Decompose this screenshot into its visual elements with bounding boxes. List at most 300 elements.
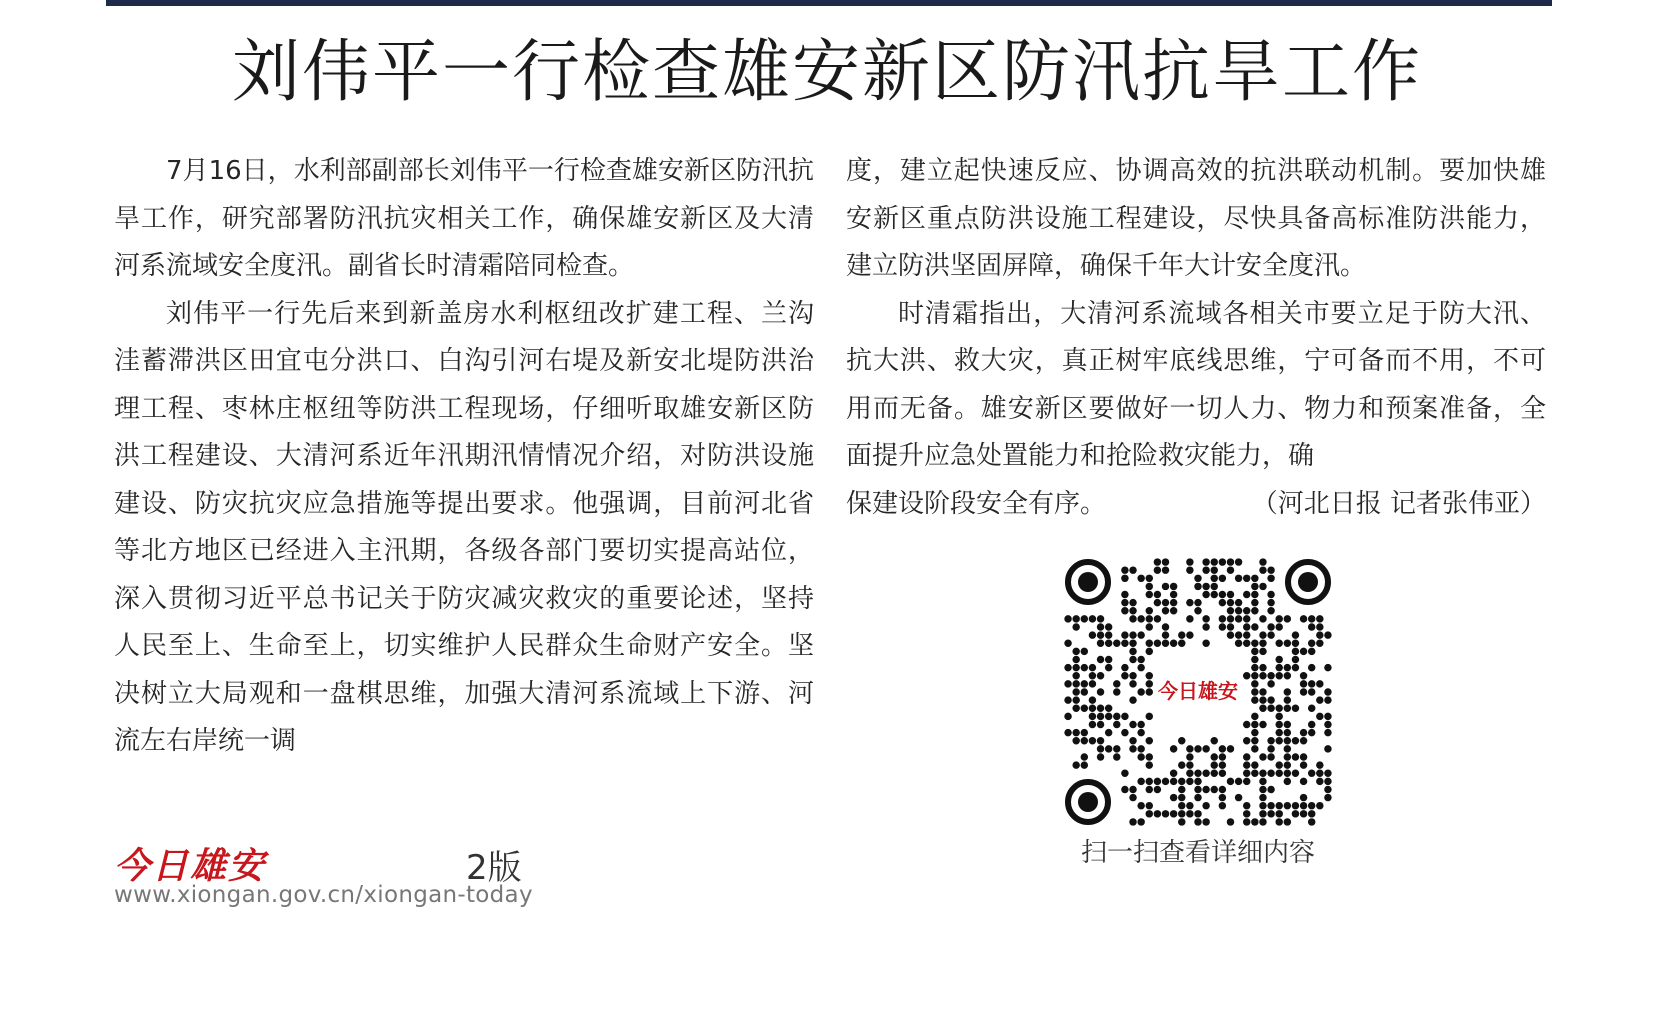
qr-module: [1202, 558, 1209, 565]
qr-module: [1259, 615, 1266, 622]
qr-module: [1227, 558, 1234, 565]
qr-module: [1129, 786, 1136, 793]
qr-module: [1275, 769, 1282, 776]
qr-center-label: 今日雄安: [1158, 679, 1238, 703]
qr-module: [1097, 705, 1104, 712]
qr-module: [1243, 737, 1250, 744]
qr-module: [1211, 583, 1218, 590]
qr-module: [1105, 631, 1112, 638]
qr-module: [1284, 761, 1291, 768]
qr-module: [1259, 648, 1266, 655]
article-paragraph-3: 时清霜指出，大清河系流域各相关市要立足于防大汛、抗大洪、救大灾，真正树牢底线思维，宁可备而不用，不可用而无备。雄安新区要做好一切人力、物力和预案准备，全面提升应急处置能力和抢险救灾能力，确: [846, 298, 1546, 471]
qr-module: [1162, 810, 1169, 817]
qr-module: [1097, 753, 1104, 760]
qr-module: [1081, 688, 1088, 695]
qr-module: [1235, 794, 1242, 801]
qr-module: [1251, 599, 1258, 606]
qr-module: [1089, 672, 1096, 679]
qr-module: [1081, 615, 1088, 622]
qr-module: [1129, 818, 1136, 825]
qr-module: [1284, 721, 1291, 728]
qr-module: [1121, 591, 1128, 598]
qr-module: [1308, 680, 1315, 687]
qr-module: [1146, 761, 1153, 768]
qr-module: [1259, 688, 1266, 695]
qr-module: [1202, 786, 1209, 793]
qr-module: [1316, 640, 1323, 647]
qr-module: [1251, 818, 1258, 825]
qr-module: [1121, 575, 1128, 582]
qr-module: [1105, 713, 1112, 720]
qr-module: [1324, 713, 1331, 720]
qr-module: [1300, 802, 1307, 809]
qr-module: [1178, 786, 1185, 793]
qr-module: [1259, 631, 1266, 638]
qr-module: [1284, 672, 1291, 679]
qr-module: [1284, 729, 1291, 736]
article-byline: （河北日报 记者张伟亚）: [1251, 488, 1546, 519]
qr-module: [1259, 672, 1266, 679]
qr-module: [1154, 599, 1161, 606]
qr-module: [1170, 599, 1177, 606]
qr-module: [1146, 753, 1153, 760]
qr-module: [1275, 623, 1282, 630]
qr-module: [1178, 778, 1185, 785]
qr-module: [1308, 688, 1315, 695]
qr-module: [1129, 794, 1136, 801]
qr-module: [1292, 810, 1299, 817]
qr-module: [1129, 566, 1136, 573]
qr-module: [1235, 607, 1242, 614]
qr-module: [1081, 737, 1088, 744]
qr-module: [1137, 818, 1144, 825]
qr-module: [1259, 705, 1266, 712]
qr-module: [1243, 631, 1250, 638]
qr-module: [1284, 705, 1291, 712]
qr-module: [1259, 696, 1266, 703]
qr-module: [1072, 664, 1079, 671]
qr-module: [1251, 745, 1258, 752]
qr-module: [1154, 591, 1161, 598]
qr-module: [1324, 769, 1331, 776]
qr-module: [1105, 729, 1112, 736]
qr-module: [1308, 664, 1315, 671]
qr-module: [1275, 664, 1282, 671]
qr-module: [1162, 566, 1169, 573]
qr-module: [1064, 615, 1071, 622]
qr-module: [1162, 583, 1169, 590]
qr-module: [1162, 631, 1169, 638]
qr-module: [1202, 640, 1209, 647]
qr-module: [1259, 786, 1266, 793]
site-url-link[interactable]: www.xiongan.gov.cn/xiongan-today: [114, 882, 533, 908]
qr-module: [1129, 599, 1136, 606]
qr-module: [1113, 688, 1120, 695]
qr-module: [1267, 599, 1274, 606]
qr-module: [1284, 802, 1291, 809]
qr-module: [1129, 631, 1136, 638]
qr-module: [1227, 778, 1234, 785]
qr-module: [1211, 786, 1218, 793]
qr-module: [1162, 778, 1169, 785]
qr-module: [1162, 599, 1169, 606]
article-paragraph-1: 7月16日，水利部副部长刘伟平一行检查雄安新区防汛抗旱工作，研究部署防汛抗灾相关工作，确保雄安新区及大清河系流域安全度汛。副省长时清霜陪同检查。: [114, 156, 814, 281]
qr-module: [1211, 575, 1218, 582]
qr-module: [1146, 688, 1153, 695]
qr-module: [1129, 672, 1136, 679]
qr-module: [1121, 713, 1128, 720]
qr-module: [1186, 810, 1193, 817]
qr-module: [1235, 599, 1242, 606]
qr-module: [1146, 640, 1153, 647]
qr-module: [1284, 640, 1291, 647]
qr-module: [1186, 753, 1193, 760]
qr-module: [1137, 615, 1144, 622]
qr-module: [1105, 623, 1112, 630]
qr-module: [1072, 737, 1079, 744]
qr-module: [1097, 672, 1104, 679]
qr-module: [1137, 721, 1144, 728]
qr-module: [1211, 558, 1218, 565]
newspaper-logo: 今日雄安: [114, 845, 267, 887]
qr-module: [1275, 729, 1282, 736]
qr-module: [1316, 623, 1323, 630]
qr-module: [1275, 615, 1282, 622]
qr-module: [1267, 566, 1274, 573]
qr-module: [1146, 607, 1153, 614]
qr-module: [1072, 623, 1079, 630]
qr-module: [1243, 761, 1250, 768]
qr-module: [1081, 680, 1088, 687]
qr-module: [1113, 680, 1120, 687]
qr-module: [1219, 599, 1226, 606]
qr-module: [1146, 615, 1153, 622]
qr-module: [1170, 591, 1177, 598]
qr-module: [1146, 583, 1153, 590]
qr-module: [1227, 631, 1234, 638]
qr-module: [1267, 769, 1274, 776]
qr-module: [1113, 640, 1120, 647]
qr-module: [1129, 721, 1136, 728]
qr-module: [1089, 615, 1096, 622]
edition-number: 2版: [466, 848, 522, 888]
qr-module: [1202, 745, 1209, 752]
qr-module: [1243, 615, 1250, 622]
qr-module: [1072, 672, 1079, 679]
qr-module: [1202, 566, 1209, 573]
qr-module: [1137, 688, 1144, 695]
qr-module: [1275, 705, 1282, 712]
qr-module: [1081, 753, 1088, 760]
qr-module: [1097, 737, 1104, 744]
qr-module: [1064, 640, 1071, 647]
qr-module: [1251, 680, 1258, 687]
qr-module: [1211, 761, 1218, 768]
qr-module: [1178, 794, 1185, 801]
qr-module: [1219, 575, 1226, 582]
qr-module: [1316, 615, 1323, 622]
qr-module: [1259, 818, 1266, 825]
qr-module: [1308, 729, 1315, 736]
qr-module: [1300, 810, 1307, 817]
qr-module: [1251, 721, 1258, 728]
qr-module: [1154, 640, 1161, 647]
qr-module: [1186, 778, 1193, 785]
qr-module: [1275, 656, 1282, 663]
qr-module: [1267, 705, 1274, 712]
qr-module: [1211, 737, 1218, 744]
qr-module: [1308, 623, 1315, 630]
qr-module: [1186, 769, 1193, 776]
qr-module: [1316, 696, 1323, 703]
qr-module: [1284, 737, 1291, 744]
qr-module: [1064, 696, 1071, 703]
qr-module: [1292, 753, 1299, 760]
qr-module: [1251, 591, 1258, 598]
article-closing-line: [846, 481, 1546, 529]
qr-module: [1227, 818, 1234, 825]
qr-module: [1202, 769, 1209, 776]
qr-module: [1292, 705, 1299, 712]
qr-module: [1097, 745, 1104, 752]
qr-module: [1154, 786, 1161, 793]
qr-module: [1275, 713, 1282, 720]
qr-module: [1154, 558, 1161, 565]
qr-module: [1243, 672, 1250, 679]
qr-module: [1267, 680, 1274, 687]
article-column-left: [114, 148, 814, 766]
qr-module: [1194, 607, 1201, 614]
qr-module: [1275, 761, 1282, 768]
qr-module: [1324, 688, 1331, 695]
qr-finder-bottom-left: [1068, 782, 1108, 822]
qr-module: [1072, 680, 1079, 687]
qr-module: [1113, 753, 1120, 760]
article-headline: 刘伟平一行检查雄安新区防汛抗旱工作: [231, 33, 1422, 112]
qr-module: [1194, 599, 1201, 606]
qr-module: [1284, 745, 1291, 752]
qr-module: [1227, 745, 1234, 752]
qr-module: [1300, 737, 1307, 744]
qr-module: [1267, 753, 1274, 760]
qr-module: [1113, 721, 1120, 728]
qr-module: [1146, 778, 1153, 785]
qr-module: [1064, 664, 1071, 671]
qr-module: [1227, 566, 1234, 573]
qr-module: [1064, 680, 1071, 687]
qr-module: [1300, 761, 1307, 768]
qr-module: [1121, 769, 1128, 776]
qr-module: [1243, 769, 1250, 776]
qr-module: [1308, 769, 1315, 776]
article-paragraph-2-continuation: 度，建立起快速反应、协调高效的抗洪联动机制。要加快雄安新区重点防洪设施工程建设，尽快具备高标准防洪能力，建立防洪坚固屏障，确保千年大计安全度汛。: [846, 156, 1546, 281]
qr-module: [1097, 688, 1104, 695]
qr-module: [1243, 640, 1250, 647]
qr-module: [1243, 778, 1250, 785]
qr-module: [1170, 745, 1177, 752]
qr-module: [1089, 664, 1096, 671]
qr-module: [1097, 713, 1104, 720]
qr-module: [1121, 599, 1128, 606]
qr-module: [1137, 664, 1144, 671]
qr-module: [1137, 802, 1144, 809]
qr-module: [1146, 810, 1153, 817]
qr-module: [1284, 696, 1291, 703]
qr-module: [1292, 648, 1299, 655]
qr-module: [1121, 729, 1128, 736]
qr-module: [1308, 810, 1315, 817]
qr-module: [1129, 648, 1136, 655]
qr-module: [1243, 810, 1250, 817]
qr-module: [1251, 713, 1258, 720]
qr-module: [1146, 786, 1153, 793]
qr-module: [1292, 640, 1299, 647]
qr-module: [1219, 558, 1226, 565]
qr-module: [1300, 688, 1307, 695]
qr-module: [1251, 623, 1258, 630]
qr-module: [1259, 778, 1266, 785]
qr-module: [1227, 615, 1234, 622]
article-paragraph-2: 刘伟平一行先后来到新盖房水利枢纽改扩建工程、兰沟洼蓄滞洪区田宜屯分洪口、白沟引河右堤及新安北堤防洪治理工程、枣林庄枢纽等防洪工程现场，仔细听取雄安新区防洪工程建设、大清河系近年汛期汛情情况介绍，对防洪设施建设、防灾抗灾应急措施等提出要求。他强调，目前河北省等北方地区已经进入主汛期，各级各部门要切实提高站位，深入贯彻习近平总书记关于防灾减灾救灾的重要论述，坚持人民至上、生命至上，切实维护人民群众生命财产安全。坚决树立大局观和一盘棋思维，加强大清河系流域上下游、河流左右岸统一调: [114, 298, 814, 756]
qr-module: [1300, 794, 1307, 801]
qr-module: [1316, 761, 1323, 768]
qr-module: [1089, 713, 1096, 720]
qr-module: [1178, 737, 1185, 744]
qr-module: [1170, 810, 1177, 817]
qr-module: [1267, 575, 1274, 582]
qr-module: [1072, 761, 1079, 768]
qr-finder-top-right: [1288, 562, 1328, 602]
qr-module: [1064, 713, 1071, 720]
qr-module: [1316, 631, 1323, 638]
qr-module: [1227, 591, 1234, 598]
qr-module: [1219, 761, 1226, 768]
qr-module: [1211, 566, 1218, 573]
qr-module: [1097, 640, 1104, 647]
qr-module: [1081, 664, 1088, 671]
qr-module: [1072, 688, 1079, 695]
qr-module: [1202, 591, 1209, 598]
qr-module: [1243, 623, 1250, 630]
qr-module: [1178, 640, 1185, 647]
qr-module: [1162, 607, 1169, 614]
qr-module: [1194, 810, 1201, 817]
qr-module: [1219, 591, 1226, 598]
qr-module: [1243, 721, 1250, 728]
qr-module: [1105, 656, 1112, 663]
qr-module: [1194, 794, 1201, 801]
qr-module: [1186, 558, 1193, 565]
qr-module: [1259, 721, 1266, 728]
qr-module: [1251, 672, 1258, 679]
qr-module: [1178, 810, 1185, 817]
qr-module: [1121, 566, 1128, 573]
qr-module: [1267, 696, 1274, 703]
qr-code[interactable]: [1064, 558, 1332, 826]
qr-module: [1097, 631, 1104, 638]
qr-module: [1267, 745, 1274, 752]
qr-finder-top-left: [1068, 562, 1108, 602]
qr-module: [1146, 680, 1153, 687]
qr-module: [1267, 737, 1274, 744]
qr-module: [1267, 607, 1274, 614]
qr-module: [1235, 778, 1242, 785]
qr-module: [1235, 575, 1242, 582]
qr-module: [1251, 607, 1258, 614]
qr-module: [1251, 696, 1258, 703]
qr-module: [1105, 705, 1112, 712]
qr-module: [1121, 664, 1128, 671]
qr-module: [1284, 753, 1291, 760]
qr-module: [1105, 745, 1112, 752]
qr-module: [1300, 680, 1307, 687]
qr-module: [1275, 640, 1282, 647]
qr-module: [1235, 615, 1242, 622]
qr-module: [1146, 713, 1153, 720]
qr-module: [1275, 818, 1282, 825]
qr-module: [1284, 818, 1291, 825]
qr-module: [1129, 680, 1136, 687]
qr-module: [1324, 745, 1331, 752]
qr-code-graphic: [1064, 558, 1332, 826]
qr-module: [1275, 721, 1282, 728]
qr-module: [1219, 786, 1226, 793]
qr-module: [1121, 672, 1128, 679]
qr-module: [1137, 745, 1144, 752]
qr-module: [1259, 558, 1266, 565]
qr-module: [1308, 640, 1315, 647]
qr-module: [1219, 745, 1226, 752]
qr-module: [1097, 721, 1104, 728]
qr-module: [1121, 607, 1128, 614]
qr-module: [1194, 778, 1201, 785]
qr-module: [1324, 778, 1331, 785]
qr-module: [1308, 802, 1315, 809]
qr-module: [1186, 761, 1193, 768]
qr-module: [1284, 688, 1291, 695]
qr-module: [1211, 753, 1218, 760]
qr-module: [1300, 778, 1307, 785]
qr-module: [1129, 737, 1136, 744]
qr-module: [1227, 607, 1234, 614]
qr-module: [1129, 696, 1136, 703]
qr-module: [1089, 737, 1096, 744]
qr-module: [1292, 656, 1299, 663]
qr-module: [1105, 640, 1112, 647]
qr-module: [1129, 640, 1136, 647]
qr-module: [1154, 615, 1161, 622]
qr-module: [1243, 591, 1250, 598]
top-accent-bar: [106, 0, 1552, 6]
qr-module: [1186, 566, 1193, 573]
qr-module: [1227, 599, 1234, 606]
qr-module: [1146, 802, 1153, 809]
qr-module: [1275, 737, 1282, 744]
qr-module: [1154, 778, 1161, 785]
qr-module: [1267, 786, 1274, 793]
qr-module: [1072, 729, 1079, 736]
qr-module: [1243, 753, 1250, 760]
qr-module: [1219, 794, 1226, 801]
qr-module: [1170, 583, 1177, 590]
qr-module: [1186, 745, 1193, 752]
qr-module: [1072, 705, 1079, 712]
qr-module: [1292, 631, 1299, 638]
qr-module: [1308, 615, 1315, 622]
qr-module: [1259, 802, 1266, 809]
qr-module: [1170, 794, 1177, 801]
qr-module: [1259, 664, 1266, 671]
